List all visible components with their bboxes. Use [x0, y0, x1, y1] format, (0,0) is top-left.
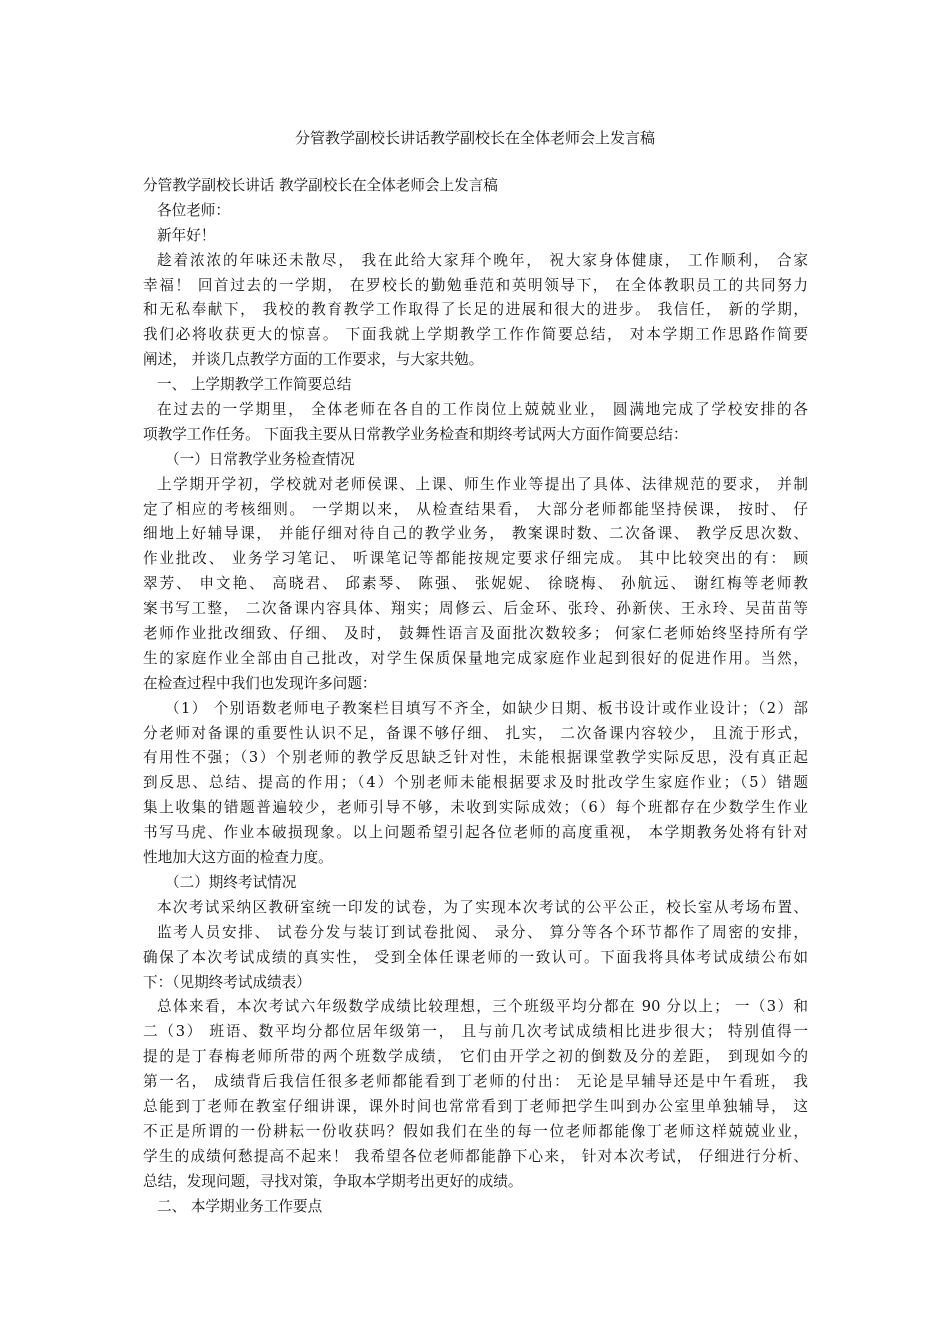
text-line: 本次考试采纳区教研室统一印发的试卷，为了实现本次考试的公平公正，校长室从考场布置、	[157, 898, 808, 916]
text-line: 生的家庭作业全部由自己批改，对学生保质保量地完成家庭作业起到很好的促进作用。当然，	[143, 649, 808, 667]
text-line: 项教学工作任务。 下面我主要从日常教学业务检查和期终考试两大方面作简要总结：	[143, 425, 688, 443]
text-line: 作业批改、 业务学习笔记、 听课笔记等都能按规定要求仔细完成。 其中比较突出的有： 顾	[143, 550, 808, 568]
text-line: 书写马虎、作业本破损现象。以上问题希望引起各位老师的高度重视， 本学期教务处将有针对	[143, 824, 808, 842]
text-line: 和无私奉献下， 我校的教育教学工作取得了长足的进展和很大的进步。 我信任， 新的学期，	[143, 301, 808, 319]
text-line: 老师作业批改细致、仔细、 及时， 鼓舞性语言及面批次数较多； 何家仁老师始终坚持所有学	[143, 625, 808, 643]
text-line: 定了相应的考核细则。 一学期以来， 从检查结果看， 大部分老师都能坚持侯课， 按时、 仔	[143, 500, 808, 518]
text-line: 案书写工整， 二次备课内容具体、翔实；周修云、后金环、张玲、孙新侠、王永玲、吴苗苗等	[143, 600, 808, 618]
text-line: 新年好！	[157, 226, 216, 244]
document-body	[143, 174, 808, 1219]
text-line: 监考人员安排、 试卷分发与装订到试卷批阅、 录分、 算分等各个环节都作了周密的安排，	[157, 923, 808, 941]
text-line: （1） 个别语数老师电子教案栏目填写不齐全，如缺少日期、板书设计或作业设计；（2）部	[165, 699, 808, 717]
text-line: （一）日常教学业务检查情况	[165, 450, 355, 468]
text-line: 阐述， 并谈几点教学方面的工作要求，与大家共勉。	[143, 351, 484, 369]
text-line: 幸福！ 回首过去的一学期， 在罗校长的勤勉垂范和英明领导下， 在全体教职员工的共同努力	[143, 276, 808, 294]
text-line: 分管教学副校长讲话 教学副校长在全体老师会上发言稿	[143, 177, 498, 194]
text-line: 性地加大这方面的检查力度。	[143, 849, 333, 867]
text-line: 各位老师：	[157, 201, 230, 219]
text-line: 有用性不强；（3）个别老师的教学反思缺乏针对性，未能根据课堂教学实际反思，没有真正起	[143, 749, 808, 767]
text-line: 细地上好辅导课， 并能仔细对待自己的教学业务， 教案课时数、二次备课、 教学反思次数、	[143, 525, 808, 543]
text-line: 第一名， 成绩背后我信任很多老师都能看到丁老师的付出： 无论是早辅导还是中午看班， 我	[143, 1073, 808, 1091]
text-line: 提的是丁春梅老师所带的两个班数学成绩， 它们由开学之初的倒数及分的差距， 到现如今的	[143, 1048, 808, 1066]
text-line: 上学期开学初，学校就对老师侯课、上课、师生作业等提出了具体、法律规范的要求， 并制	[157, 475, 808, 493]
text-line: 确保了本次考试成绩的真实性， 受到全体任课老师的一致认可。下面我将具体考试成绩公布如	[143, 948, 808, 966]
text-line: 一、 上学期教学工作简要总结	[157, 376, 352, 394]
text-line: 总能到丁老师在教室仔细讲课，课外时间也常常看到丁老师把学生叫到办公室里单独辅导， 这	[143, 1097, 808, 1115]
text-line: 在检查过程中我们也发现许多问题：	[143, 674, 377, 692]
document-title: 分管教学副校长讲话教学副校长在全体老师会上发言稿	[294, 129, 655, 147]
text-line: 到反思、总结、提高的作用；（4）个别老师未能根据要求及时批改学生家庭作业；（5）错题	[143, 774, 808, 792]
text-line: 分老师对备课的重要性认识不足，备课不够仔细、 扎实， 二次备课内容较少， 且流于形式，	[143, 724, 808, 742]
text-line: 集上收集的错题普遍较少，老师引导不够，未收到实际成效；（6）每个班都存在少数学生作业	[143, 799, 808, 817]
text-line: 翠芳、 申文艳、 高晓君、 邱素琴、 陈强、 张妮妮、 徐晓梅、 孙航远、 谢红梅等老师教	[143, 575, 808, 593]
text-line: 不正是所谓的一份耕耘一份收获吗？假如我们在坐的每一位老师都能像丁老师这样兢兢业业，	[143, 1122, 808, 1140]
text-line: 我们必将收获更大的惊喜。 下面我就上学期教学工作作简要总结， 对本学期工作思路作简要	[143, 326, 808, 344]
text-line: 在过去的一学期里， 全体老师在各自的工作岗位上兢兢业业， 圆满地完成了学校安排的各	[157, 401, 808, 419]
text-line: 下：（见期终考试成绩表）	[143, 973, 311, 991]
text-line: 二、 本学期业务工作要点	[157, 1197, 323, 1215]
text-line: 二（3） 班语、数平均分都位居年级第一， 且与前几次考试成绩相比进步很大； 特别值得一	[143, 1023, 808, 1041]
text-line: （二）期终考试情况	[165, 873, 297, 891]
text-line: 总结，发现问题，寻找对策，争取本学期考出更好的成绩。	[143, 1172, 523, 1190]
text-line: 学生的成绩何愁提高不起来！ 我希望各位老师都能静下心来， 针对本次考试， 仔细进行分析、	[143, 1147, 808, 1165]
text-line: 趁着浓浓的年味还未散尽， 我在此给大家拜个晚年， 祝大家身体健康， 工作顺利， 合家	[157, 251, 808, 269]
text-line: 总体来看，本次考试六年级数学成绩比较理想，三个班级平均分都在 90 分以上； 一（3）和	[157, 998, 808, 1016]
